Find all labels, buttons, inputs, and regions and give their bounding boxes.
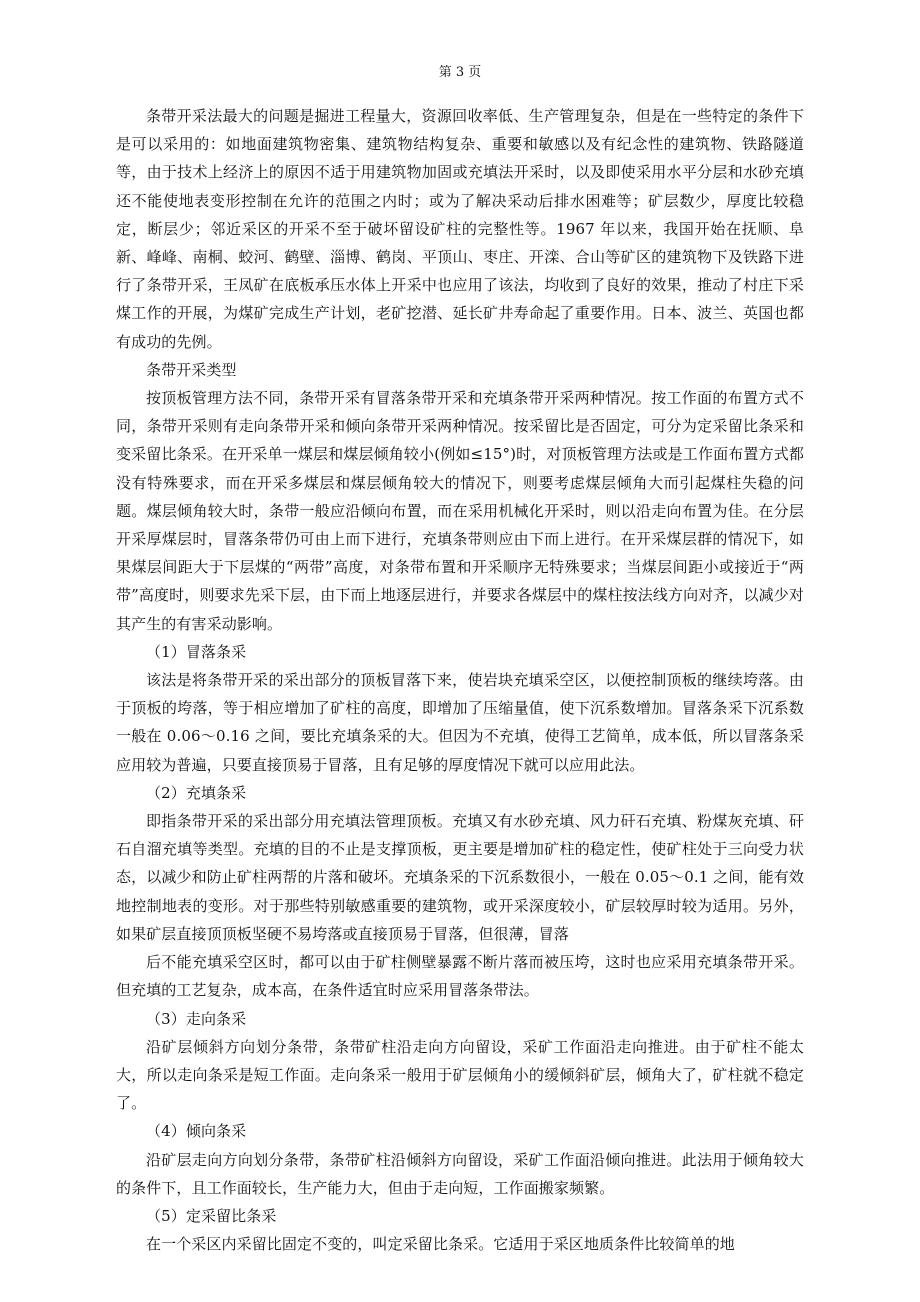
paragraph-intro: 条带开采法最大的问题是掘进工程量大，资源回收率低、生产管理复杂，但是在一些特定的条件下是可以采用的：如地面建筑物密集、建筑物结构复杂、重要和敏感以及有纪念性的建筑物、铁路隧道等，由于技术上经济上的原因不适于用建筑物加固或充填法开采时，以及即使采用水平分层和水砂充填还不能使地表变形控制在允许的范围之内时；或为了解决采动后排水困难等；矿层数少，厚度比较稳定，断层少；邻近采区的开采不至于破坏留设矿柱的完整性等。1967 年以来，我国开始在抚顺、阜新、峰峰、南桐、蛟河、鹤壁、淄博、鹤岗、平顶山、枣庄、开滦、合山等矿区的建筑物下及铁路下进行了条带开采，王凤矿在底板承压水体上开采中也应用了该法，均收到了良好的效果，推动了村庄下采煤工作的开展，为煤矿完成生产计划，老矿挖潜、延长矿井寿命起了重要作用。日本、波兰、英国也都有成功的先例。 [116, 107, 804, 351]
paragraph-caving: 该法是将条带开采的采出部分的顶板冒落下来，使岩块充填采空区，以便控制顶板的继续垮落。由于顶板的垮落，等于相应增加了矿柱的高度，即增加了压缩量值，使下沉系数增加。冒落条采下沉系数一般在 0.06～0.16 之间，要比充填条采的大。但因为不充填，使得工艺简单，成本低，所以冒落条采应用较为普遍，只要直接顶易于冒落，且有足够的厚度情况下就可以应用此法。 [116, 671, 804, 774]
subheading-dip: （4）倾向条采 [146, 1122, 247, 1141]
section-heading-types: 条带开采类型 [146, 360, 237, 379]
paragraph-fixed-ratio: 在一个采区内采留比固定不变的，叫定采留比条采。它适用于采区地质条件比较简单的地 [146, 1235, 735, 1254]
paragraph-dip: 沿矿层走向方向划分条带，条带矿柱沿倾斜方向留设，采矿工作面沿倾向推进。此法用于倾角较大的条件下，且工作面较长，生产能力大，但由于走向短，工作面搬家频繁。 [116, 1150, 804, 1197]
paragraph-types: 按顶板管理方法不同，条带开采有冒落条带开采和充填条带开采两种情况。按工作面的布置方式不同，条带开采则有走向条带开采和倾向条带开采两种情况。按采留比是否固定，可分为定采留比条采和变采留比条采。在开采单一煤层和煤层倾角较小(例如≤15°)时，对顶板管理方法或是工作面布置方式都没有特殊要求，而在开采多煤层和煤层倾角较大的情况下，则要考虑煤层倾角大而引起煤柱失稳的问题。煤层倾角较大时，条带一般应沿倾向布置，而在采用机械化开采时，则以沿走向布置为佳。在分层开采厚煤层时，冒落条带仍可由上而下进行，充填条带则应由下而上进行。在开采煤层群的情况下，如果煤层间距大于下层煤的“两带”高度，对条带布置和开采顺序无特殊要求；当煤层间距小或接近于“两带”高度时，则要求先采下层，由下而上地逐层进行，并要求各煤层中的煤柱按法线方向对齐，以减少对其产生的有害采动影响。 [116, 389, 804, 633]
document-body [116, 102, 804, 1258]
subheading-filling: （2）充填条采 [146, 783, 247, 802]
paragraph-filling: 即指条带开采的采出部分用充填法管理顶板。充填又有水砂充填、风力矸石充填、粉煤灰充填、矸石自溜充填等类型。充填的目的不止是支撑顶板，更主要是增加矿柱的稳定性，使矿柱处于三向受力状态，以减少和防止矿柱两帮的片落和破坏。充填条采的下沉系数很小，一般在 0.05～0.1 之间，能有效地控制地表的变形。对于那些特别敏感重要的建筑物，或开采深度较小，矿层较厚时较为适用。另外，如果矿层直接顶顶板坚硬不易垮落或直接顶易于冒落，但很薄，冒落 [116, 812, 804, 943]
paragraph-strike: 沿矿层倾斜方向划分条带，条带矿柱沿走向方向留设，采矿工作面沿走向推进。由于矿柱不能太大，所以走向条采是短工作面。走向条采一般用于矿层倾角小的缓倾斜矿层，倾角大了，矿柱就不稳定了。 [116, 1037, 804, 1113]
paragraph-filling-cont: 后不能充填采空区时，都可以由于矿柱侧壁暴露不断片落而被压垮，这时也应采用充填条带开采。但充填的工艺复杂，成本高，在条件适宜时应采用冒落条带法。 [116, 953, 804, 1000]
page-number: 第 3 页 [438, 65, 482, 80]
subheading-caving: （1）冒落条采 [146, 642, 247, 661]
subheading-strike: （3）走向条采 [146, 1009, 247, 1028]
subheading-fixed-ratio: （5）定采留比条采 [146, 1206, 277, 1225]
